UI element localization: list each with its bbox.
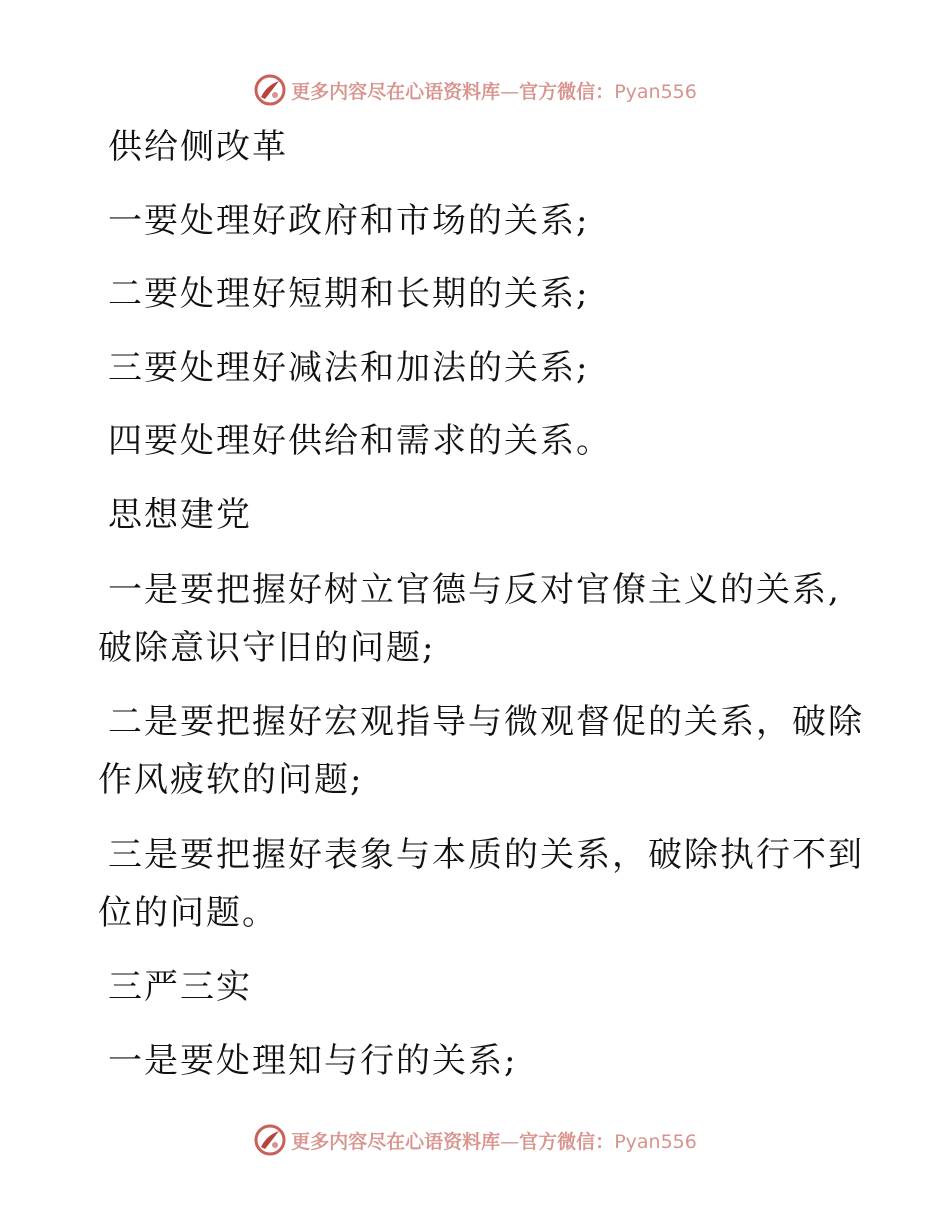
watermark-text: 更多内容尽在心语资料库—官方微信：Pyan556 (291, 1130, 697, 1153)
paragraph-line: 四要处理好供给和需求的关系。 (108, 421, 612, 461)
paragraph-line: 三是要把握好表象与本质的关系，破除执行不到 (108, 835, 864, 875)
section-heading: 思想建党 (108, 495, 252, 535)
paragraph-line: 三要处理好减法和加法的关系; (108, 348, 590, 388)
footer-watermark (0, 1122, 950, 1158)
paragraph-line: 二是要把握好宏观指导与微观督促的关系，破除 (108, 702, 864, 742)
paragraph-line: 一是要把握好树立官德与反对官僚主义的关系, (108, 570, 841, 610)
paragraph-line: 二要处理好短期和长期的关系; (108, 274, 590, 314)
watermark-text: 更多内容尽在心语资料库—官方微信：Pyan556 (291, 80, 697, 103)
paragraph-line: 位的问题。 (98, 893, 278, 933)
header-watermark (0, 72, 950, 108)
ink-brush-logo-icon (253, 73, 287, 107)
paragraph-line: 一是要处理知与行的关系; (108, 1041, 518, 1081)
section-heading: 三严三实 (108, 967, 252, 1007)
section-heading: 供给侧改革 (108, 127, 288, 167)
paragraph-line: 破除意识守旧的问题; (98, 628, 436, 668)
paragraph-line: 一要处理好政府和市场的关系; (108, 201, 590, 241)
ink-brush-logo-icon (253, 1123, 287, 1157)
paragraph-line: 作风疲软的问题; (98, 760, 364, 800)
